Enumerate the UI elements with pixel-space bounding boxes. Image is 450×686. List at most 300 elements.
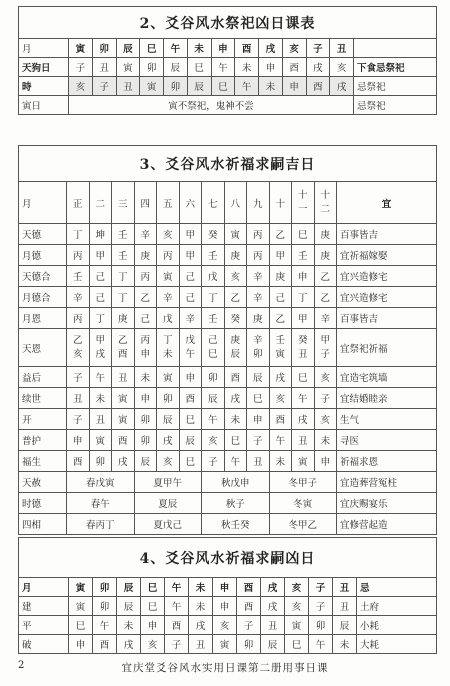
table-cell xyxy=(157,329,180,367)
table-cell: 癸 xyxy=(224,308,247,329)
table-cell: 申 xyxy=(213,597,237,616)
table-cell: 子 xyxy=(69,58,93,77)
table-cell: 酉 xyxy=(112,430,135,451)
header-month-label: 月 xyxy=(19,182,67,224)
season-cell: 春戊寅 xyxy=(67,472,135,493)
cell-part: 丙 xyxy=(140,334,150,346)
table-cell: 壬 xyxy=(292,245,315,266)
table-row xyxy=(19,245,437,266)
table-cell: 己 xyxy=(134,308,157,329)
table-cell: 戌 xyxy=(112,451,135,472)
table-cell: 乙 xyxy=(134,287,157,308)
row-label: 天德 xyxy=(19,224,67,245)
table-cell: 辰 xyxy=(333,616,357,635)
month-cell: 亥 xyxy=(285,578,309,597)
table-cell: 亥 xyxy=(330,58,354,77)
table-cell: 辰 xyxy=(261,635,285,654)
row-note: 宜修营起造 xyxy=(337,514,437,535)
table-cell: 午 xyxy=(89,367,112,388)
table-cell: 辰 xyxy=(179,430,202,451)
table-cell: 辰 xyxy=(117,597,141,616)
season-cell: 冬甲子 xyxy=(269,472,337,493)
table-cell xyxy=(314,329,337,367)
row-note: 忌祭祀 xyxy=(354,96,437,115)
table-cell xyxy=(202,329,225,367)
table-row xyxy=(19,224,437,245)
month-cell: 申 xyxy=(211,39,235,58)
table-cell: 甲 xyxy=(89,245,112,266)
month-cell: 三 xyxy=(112,182,135,224)
cell-part: 酉 xyxy=(117,348,128,360)
table-cell xyxy=(112,329,135,367)
table-cell: 未 xyxy=(117,616,141,635)
table-cell xyxy=(89,329,112,367)
month-cell: 卯 xyxy=(92,39,116,58)
table-cell: 午 xyxy=(202,409,225,430)
table-cell: 巳 xyxy=(179,451,202,472)
table-cell: 丁 xyxy=(292,287,315,308)
table-cell: 甲 xyxy=(292,308,315,329)
table-cell: 酉 xyxy=(237,597,261,616)
table-cell: 丑 xyxy=(112,367,135,388)
row-note: 宜造葬营冤柱 xyxy=(337,472,437,493)
row-label: 续世 xyxy=(19,388,67,409)
table-cell: 丑 xyxy=(189,635,213,654)
cell-part: 戌 xyxy=(95,348,105,360)
cell-part: 寅 xyxy=(275,348,285,360)
table-cell: 乙 xyxy=(224,287,247,308)
table-cell: 未 xyxy=(269,451,292,472)
table-cell: 戊 xyxy=(157,308,180,329)
month-cell: 未 xyxy=(187,39,211,58)
row-note: 生气 xyxy=(337,409,437,430)
table-cell: 戌 xyxy=(224,388,247,409)
season-cell: 冬甲乙 xyxy=(269,514,337,535)
month-cell: 卯 xyxy=(93,578,117,597)
header-tail: 宜 xyxy=(337,182,437,224)
season-cell: 冬寅 xyxy=(269,493,337,514)
table-cell: 丑 xyxy=(116,77,140,96)
table-cell: 戊 xyxy=(202,266,225,287)
table-cell: 壬 xyxy=(202,308,225,329)
table-cell: 己 xyxy=(269,287,292,308)
table-cell: 卯 xyxy=(309,616,333,635)
table-cell: 申 xyxy=(292,266,315,287)
table-cell: 卯 xyxy=(140,58,164,77)
table-cell: 甲 xyxy=(269,245,292,266)
table-cell: 庚 xyxy=(224,245,247,266)
table-cell: 申 xyxy=(259,58,283,77)
table-cell: 亥 xyxy=(141,635,165,654)
cell-part: 戊 xyxy=(185,334,195,346)
table-cell: 戌 xyxy=(330,77,354,96)
row-note: 忌祭祀 xyxy=(354,77,437,96)
table-cell: 庚 xyxy=(247,308,270,329)
table-cell: 亥 xyxy=(269,388,292,409)
table-cell: 甲 xyxy=(179,224,202,245)
table-cell: 未 xyxy=(259,77,283,96)
table-cell: 未 xyxy=(333,635,357,654)
cell-part: 壬 xyxy=(275,334,285,346)
table-cell: 午 xyxy=(269,430,292,451)
table-cell: 卯 xyxy=(134,430,157,451)
table-cell: 未 xyxy=(89,388,112,409)
month-cell: 十 xyxy=(269,182,292,224)
season-row xyxy=(19,472,437,493)
month-cell: 午 xyxy=(164,39,188,58)
table-cell: 丑 xyxy=(92,58,116,77)
table-cell: 壬 xyxy=(67,266,90,287)
row-note: 祈福求恩 xyxy=(337,451,437,472)
month-cell: 四 xyxy=(134,182,157,224)
table-cell: 酉 xyxy=(165,616,189,635)
table-cell: 己 xyxy=(89,287,112,308)
table-cell: 巳 xyxy=(224,430,247,451)
table-cell: 午 xyxy=(292,388,315,409)
table-cell: 巳 xyxy=(247,388,270,409)
month-cell: 十 一 xyxy=(292,182,315,224)
table-cell: 丑 xyxy=(292,430,315,451)
month-cell: 酉 xyxy=(237,578,261,597)
row-note: 宜兴造修宅 xyxy=(337,266,437,287)
table-cell: 辛 xyxy=(314,308,337,329)
merged-cell: 寅不祭祀，鬼神不尝 xyxy=(69,96,354,115)
month-cell: 寅 xyxy=(69,578,93,597)
table-cell: 丁 xyxy=(67,224,90,245)
table-cell: 丙 xyxy=(67,308,90,329)
table-cell: 申 xyxy=(134,388,157,409)
table-cell xyxy=(179,329,202,367)
table-cell: 寅 xyxy=(157,367,180,388)
table-cell: 子 xyxy=(237,616,261,635)
cell-part: 癸 xyxy=(297,334,308,346)
table-cell: 午 xyxy=(165,597,189,616)
table-cell: 未 xyxy=(224,409,247,430)
table-cell: 子 xyxy=(202,451,225,472)
cell-part: 未 xyxy=(162,348,173,360)
cell-part: 亥 xyxy=(72,348,83,360)
table-cell: 丙 xyxy=(67,245,90,266)
table-cell: 庚 xyxy=(314,245,337,266)
table-cell: 卯 xyxy=(93,597,117,616)
table-cell: 未 xyxy=(314,430,337,451)
table-cell: 壬 xyxy=(112,245,135,266)
table-cell: 卯 xyxy=(164,77,188,96)
row-note: 宜祭祀祈福 xyxy=(337,329,437,367)
month-cell: 七 xyxy=(202,182,225,224)
header-row xyxy=(19,182,437,224)
table-cell: 巳 xyxy=(179,409,202,430)
table-cell: 酉 xyxy=(282,58,306,77)
table-cell: 庚 xyxy=(269,266,292,287)
row-label: 月德合 xyxy=(19,287,67,308)
header-month-label: 月 xyxy=(19,39,69,58)
table-cell: 戌 xyxy=(292,409,315,430)
month-cell: 酉 xyxy=(235,39,259,58)
table-cell: 丁 xyxy=(202,287,225,308)
header-tail xyxy=(354,39,437,58)
table-cell: 亥 xyxy=(314,409,337,430)
cell-part: 申 xyxy=(140,348,150,360)
table-cell: 酉 xyxy=(93,635,117,654)
row-note: 寻医 xyxy=(337,430,437,451)
table-cell: 巳 xyxy=(141,597,165,616)
table-cell: 卯 xyxy=(134,409,157,430)
season-cell: 春午 xyxy=(67,493,135,514)
table-cell: 丑 xyxy=(247,451,270,472)
page-footer: 宜庆堂爻谷风水实用日课第二册用事日课 xyxy=(121,662,329,674)
table-cell: 子 xyxy=(92,77,116,96)
table-cell: 申 xyxy=(67,430,90,451)
table-cell: 申 xyxy=(247,409,270,430)
table-cell: 辰 xyxy=(247,367,270,388)
table-cell: 酉 xyxy=(269,409,292,430)
cell-part: 子 xyxy=(320,348,330,360)
table-cell: 卯 xyxy=(89,451,112,472)
season-cell: 秋戊申 xyxy=(202,472,270,493)
table-cell: 乙 xyxy=(269,308,292,329)
table-cell: 亥 xyxy=(285,597,309,616)
table-cell: 寅 xyxy=(112,409,135,430)
row-label: 四相 xyxy=(19,514,67,535)
table-title: 3、爻谷风水祈福求嗣吉日 xyxy=(19,146,437,182)
table-row xyxy=(19,266,437,287)
table-cell: 丁 xyxy=(89,308,112,329)
row-note: 宜祈福嫁娶 xyxy=(337,245,437,266)
season-cell: 夏甲午 xyxy=(134,472,202,493)
table-cell: 亥 xyxy=(213,616,237,635)
month-cell: 寅 xyxy=(69,39,93,58)
table-cell: 寅 xyxy=(89,430,112,451)
table-cell: 子 xyxy=(309,597,333,616)
table-cell: 未 xyxy=(235,58,259,77)
row-note: 大耗 xyxy=(357,635,437,654)
cell-part: 辰 xyxy=(230,348,240,360)
table-cell: 子 xyxy=(247,430,270,451)
table-cell: 庚 xyxy=(134,245,157,266)
table-cell: 酉 xyxy=(306,77,330,96)
month-cell: 巳 xyxy=(140,39,164,58)
month-cell: 亥 xyxy=(282,39,306,58)
table-cell: 癸 xyxy=(202,224,225,245)
table-cell: 辛 xyxy=(247,287,270,308)
row-note: 宜庆赐宴乐 xyxy=(337,493,437,514)
month-cell: 子 xyxy=(306,39,330,58)
table-cell: 午 xyxy=(211,58,235,77)
table-cell: 巳 xyxy=(285,635,309,654)
table-cell: 戌 xyxy=(117,635,141,654)
table-row xyxy=(19,597,437,616)
table-cell xyxy=(67,329,90,367)
table-cell: 申 xyxy=(141,616,165,635)
table-cell: 丁 xyxy=(112,287,135,308)
cell-part: 辛 xyxy=(252,334,263,346)
month-cell: 辰 xyxy=(117,578,141,597)
table-cell xyxy=(247,329,270,367)
header-tail: 忌 xyxy=(357,578,437,597)
row-note: 百事皆吉 xyxy=(337,308,437,329)
row-label: 天赦 xyxy=(19,472,67,493)
table-cell: 亥 xyxy=(224,266,247,287)
table-cell: 丁 xyxy=(112,266,135,287)
table-cell: 壬 xyxy=(202,245,225,266)
table-cell: 卯 xyxy=(157,388,180,409)
table-cell: 辛 xyxy=(67,287,90,308)
row-note: 宜结婚睦亲 xyxy=(337,388,437,409)
header-row xyxy=(19,578,437,597)
table-cell: 巳 xyxy=(292,367,315,388)
table-cell: 己 xyxy=(179,266,202,287)
table-sacrifice-bad-days xyxy=(18,6,437,115)
row-label: 時 xyxy=(19,77,69,96)
row-label: 天狗日 xyxy=(19,58,69,77)
table-cell: 寅 xyxy=(213,635,237,654)
cell-part: 午 xyxy=(185,348,195,360)
table-cell: 丙 xyxy=(134,266,157,287)
table-cell: 丑 xyxy=(261,616,285,635)
table-title: 4、爻谷风水祈福求嗣凶日 xyxy=(19,538,437,578)
header-row xyxy=(19,39,437,58)
table-cell: 午 xyxy=(224,451,247,472)
table-row xyxy=(19,77,437,96)
cell-part: 甲 xyxy=(320,334,330,346)
table-cell: 辰 xyxy=(134,451,157,472)
table-cell: 申 xyxy=(179,367,202,388)
table-cell: 子 xyxy=(165,635,189,654)
month-cell: 丑 xyxy=(330,39,354,58)
table-cell: 寅 xyxy=(112,388,135,409)
table-row xyxy=(19,329,437,367)
table-blessing-bad-days xyxy=(18,537,437,654)
cell-part: 乙 xyxy=(72,334,83,346)
table-cell: 戌 xyxy=(189,616,213,635)
table-cell: 乙 xyxy=(314,266,337,287)
table-cell: 辛 xyxy=(247,266,270,287)
table-row xyxy=(19,430,437,451)
row-label: 天恩 xyxy=(19,329,67,367)
row-note: 宜兴造修宅 xyxy=(337,287,437,308)
table-cell: 子 xyxy=(314,388,337,409)
month-cell: 戌 xyxy=(261,578,285,597)
month-cell: 八 xyxy=(224,182,247,224)
table-cell: 戌 xyxy=(261,597,285,616)
table-cell: 寅 xyxy=(116,58,140,77)
table-row xyxy=(19,451,437,472)
table-cell: 坤 xyxy=(89,224,112,245)
table-cell: 巳 xyxy=(211,77,235,96)
table-cell: 午 xyxy=(309,635,333,654)
row-label: 月德 xyxy=(19,245,67,266)
month-cell: 正 xyxy=(67,182,90,224)
table-cell: 丑 xyxy=(333,597,357,616)
table-cell: 巳 xyxy=(187,58,211,77)
row-label: 天德合 xyxy=(19,266,67,287)
cell-part: 卯 xyxy=(252,348,263,360)
table-cell: 酉 xyxy=(224,367,247,388)
month-cell: 午 xyxy=(165,578,189,597)
table-cell: 寅 xyxy=(224,224,247,245)
row-note: 下食忌祭祀 xyxy=(354,58,437,77)
table-row xyxy=(19,287,437,308)
season-cell: 夏辰 xyxy=(134,493,202,514)
season-row xyxy=(19,493,437,514)
table-cell: 戌 xyxy=(306,58,330,77)
table-cell: 亥 xyxy=(202,430,225,451)
row-note: 土府 xyxy=(357,597,437,616)
season-cell: 秋壬癸 xyxy=(202,514,270,535)
month-cell: 未 xyxy=(189,578,213,597)
header-month-label: 月 xyxy=(19,578,69,597)
cell-part: 己 xyxy=(207,334,218,346)
row-note: 百事皆吉 xyxy=(337,224,437,245)
row-label: 破 xyxy=(19,635,69,654)
row-label: 平 xyxy=(19,616,69,635)
table-cell: 辰 xyxy=(202,388,225,409)
table-cell xyxy=(134,329,157,367)
table-cell: 戌 xyxy=(269,367,292,388)
table-cell xyxy=(224,329,247,367)
table-cell: 酉 xyxy=(67,451,90,472)
page-number: 2 xyxy=(18,660,25,671)
table-cell: 寅 xyxy=(140,77,164,96)
row-label: 建 xyxy=(19,597,69,616)
table-cell: 亥 xyxy=(157,224,180,245)
table-cell: 申 xyxy=(282,77,306,96)
season-cell: 春丙丁 xyxy=(67,514,135,535)
month-cell: 辰 xyxy=(116,39,140,58)
table-cell: 辰 xyxy=(164,58,188,77)
table-cell: 戌 xyxy=(157,430,180,451)
table-cell: 寅 xyxy=(292,451,315,472)
month-cell: 丑 xyxy=(333,578,357,597)
month-cell: 巳 xyxy=(141,578,165,597)
table-cell: 寅 xyxy=(157,266,180,287)
table-cell: 巳 xyxy=(292,224,315,245)
table-cell: 庚 xyxy=(314,224,337,245)
month-cell: 二 xyxy=(89,182,112,224)
row-label: 月恩 xyxy=(19,308,67,329)
cell-part: 甲 xyxy=(95,334,105,346)
cell-part: 乙 xyxy=(117,334,128,346)
table-cell: 甲 xyxy=(179,245,202,266)
table-cell: 辛 xyxy=(134,224,157,245)
table-title: 2、爻谷风水祭祀凶日课表 xyxy=(19,7,437,39)
table-row xyxy=(19,409,437,430)
table-row xyxy=(19,635,437,654)
table-cell: 庚 xyxy=(112,308,135,329)
row-label: 时德 xyxy=(19,493,67,514)
month-cell: 子 xyxy=(309,578,333,597)
cell-part: 丑 xyxy=(297,348,308,360)
table-cell: 申 xyxy=(314,451,337,472)
table-cell: 丙 xyxy=(247,224,270,245)
row-label: 寅日 xyxy=(19,96,69,115)
table-blessing-good-days xyxy=(18,145,437,535)
table-row xyxy=(19,308,437,329)
table-cell: 己 xyxy=(179,287,202,308)
table-row xyxy=(19,388,437,409)
table-cell: 亥 xyxy=(157,451,180,472)
cell-part: 丁 xyxy=(162,334,173,346)
table-cell: 己 xyxy=(89,266,112,287)
month-cell: 九 xyxy=(247,182,270,224)
row-label: 普护 xyxy=(19,430,67,451)
table-cell: 未 xyxy=(189,597,213,616)
row-label: 开 xyxy=(19,409,67,430)
table-cell: 辰 xyxy=(187,77,211,96)
table-cell: 壬 xyxy=(112,224,135,245)
table-cell: 辰 xyxy=(157,409,180,430)
